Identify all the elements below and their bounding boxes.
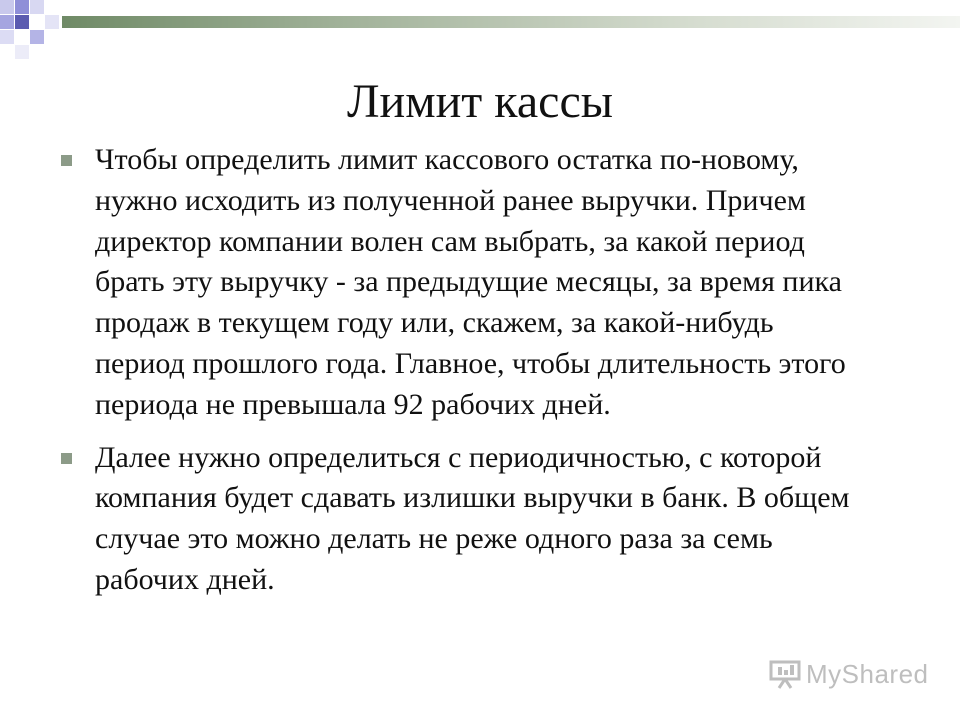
bullet-text: Далее нужно определиться с периодичностью, с которой компания будет сдавать излишки выручки в банк. В общем случае это можно делать не реже одного раза за семь рабочих дней. xyxy=(95,440,850,596)
bullet-square-icon xyxy=(61,155,72,166)
decor-square-light xyxy=(45,15,59,29)
watermark-text: MyShared xyxy=(806,658,929,689)
bullet-item xyxy=(60,438,860,601)
decor-square-light xyxy=(0,0,14,14)
header-gradient-bar xyxy=(62,16,960,28)
decor-square-light xyxy=(0,30,14,44)
presentation-board-icon xyxy=(768,659,802,689)
header-decoration xyxy=(0,0,960,60)
bullet-list xyxy=(60,140,860,601)
decor-square-blue xyxy=(30,30,44,44)
decor-square-blue xyxy=(15,0,29,14)
bullet-item xyxy=(60,140,860,426)
watermark xyxy=(768,656,929,692)
bullet-text: Чтобы определить лимит кассового остатка по-новому, нужно исходить из полученной ранее выручки. Причем директор компании волен сам выбрать, за какой период брать эту выручку - за предыдущие месяцы, за время пика продаж в текущем году или, скажем, за какой-нибудь период прошлого года. Главное, чтобы длительность этого периода не превышала 92 рабочих дней. xyxy=(95,143,846,421)
bullet-square-icon xyxy=(61,453,72,464)
decor-square-light xyxy=(15,45,29,59)
slide-title: Лимит кассы xyxy=(346,75,614,128)
decor-square-blue xyxy=(0,15,14,29)
decor-square-purple xyxy=(15,15,29,29)
decor-square-light xyxy=(30,0,44,14)
